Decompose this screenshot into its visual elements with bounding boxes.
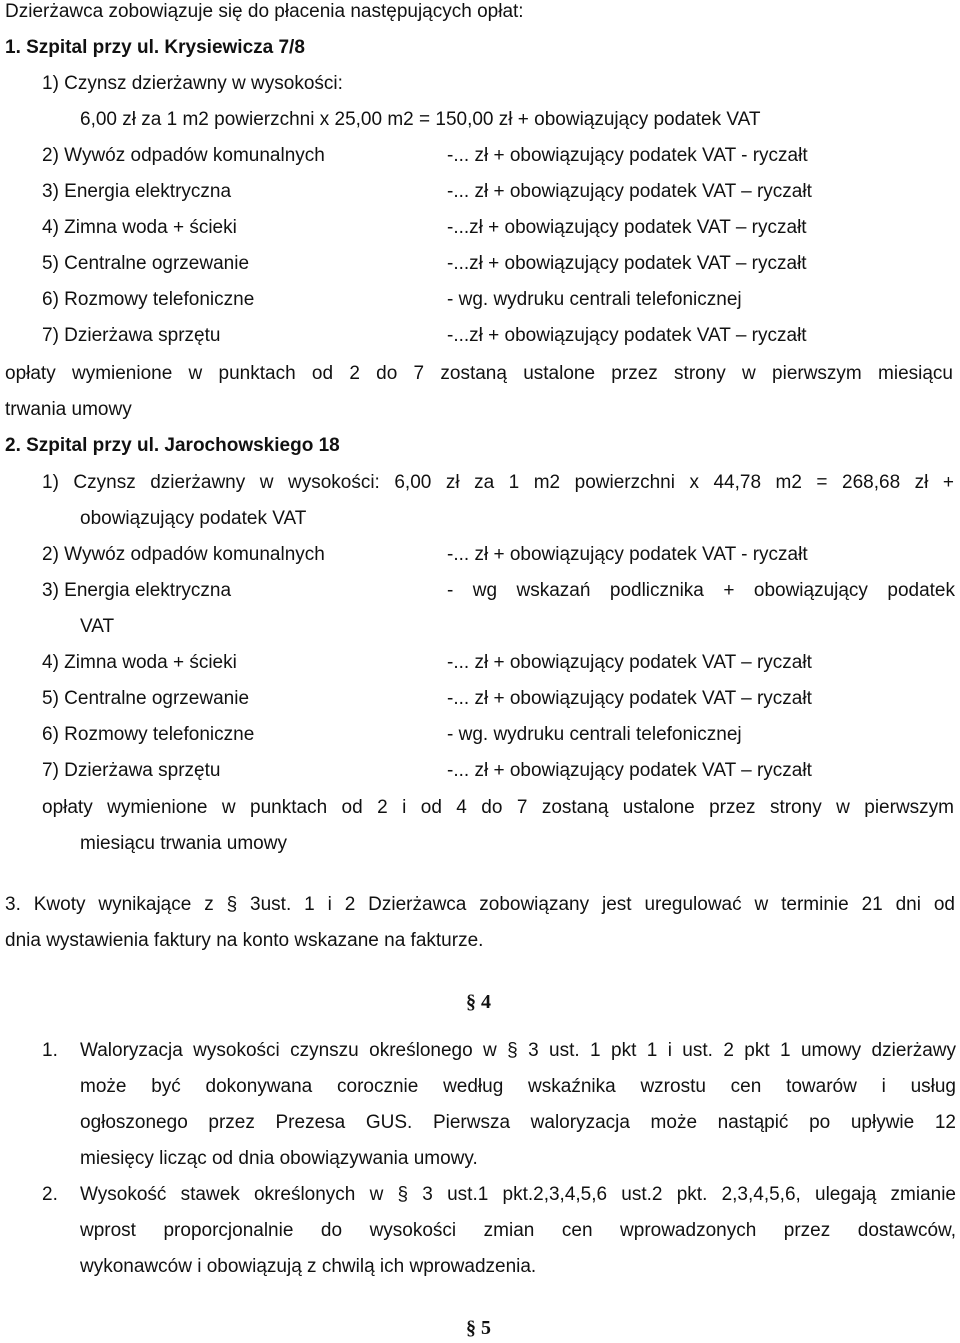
- s1-note-cont: trwania umowy: [5, 399, 132, 420]
- p4-item-2-line: Wysokość stawek określonych w § 3 ust.1 pkt.2,3,4,5,6 ust.2 pkt. 2,3,4,5,6, ulegają zmianie: [80, 1184, 956, 1205]
- s1-item-label: 3) Energia elektryczna: [42, 181, 232, 202]
- s2-item-label: 7) Dzierżawa sprzętu: [42, 760, 221, 781]
- p4-item-2-line: wykonawców i obowiązują z chwilą ich wprowadzenia.: [80, 1256, 537, 1277]
- s1-item-value: -... zł + obowiązujący podatek VAT - ryczałt: [447, 145, 808, 166]
- section-3-text: 3. Kwoty wynikające z § 3ust. 1 i 2 Dzierżawca zobowiązany jest uregulować w terminie 21 dni od: [5, 894, 955, 915]
- s2-item-label: 3) Energia elektryczna: [42, 580, 232, 601]
- s2-item-value-cont: VAT: [80, 616, 115, 637]
- section-3-text-cont: dnia wystawienia faktury na konto wskazane na fakturze.: [5, 930, 484, 951]
- p4-item-1-line: Waloryzacja wysokości czynszu określonego w § 3 ust. 1 pkt 1 i ust. 2 pkt 1 umowy dzierżawy: [80, 1040, 956, 1061]
- p4-item-2-number: 2.: [42, 1184, 58, 1205]
- intro-text: Dzierżawca zobowiązuje się do płacenia następujących opłat:: [5, 1, 524, 22]
- s2-item-value: -... zł + obowiązujący podatek VAT - ryczałt: [447, 544, 808, 565]
- s1-item-label: 4) Zimna woda + ścieki: [42, 217, 237, 238]
- s1-item-label: 5) Centralne ogrzewanie: [42, 253, 250, 274]
- p4-item-2-line: wprost proporcjonalnie do wysokości zmian cen wprowadzonych przez dostawców,: [80, 1220, 956, 1241]
- s2-item-label: 6) Rozmowy telefoniczne: [42, 724, 255, 745]
- s2-item-value: -... zł + obowiązujący podatek VAT – ryczałt: [447, 688, 812, 709]
- s1-item-value: -... zł + obowiązujący podatek VAT – ryczałt: [447, 181, 812, 202]
- s2-item-1: 1) Czynsz dzierżawny w wysokości: 6,00 zł za 1 m2 powierzchni x 44,78 m2 = 268,68 zł +: [42, 472, 954, 493]
- s2-item-label: 4) Zimna woda + ścieki: [42, 652, 237, 673]
- s2-item-value: -... zł + obowiązujący podatek VAT – ryczałt: [447, 760, 812, 781]
- s1-item-value: -...zł + obowiązujący podatek VAT – ryczałt: [447, 325, 807, 346]
- s2-item-label: 5) Centralne ogrzewanie: [42, 688, 250, 709]
- s2-item-value: -... zł + obowiązujący podatek VAT – ryczałt: [447, 652, 812, 673]
- s2-item-1-cont: obowiązujący podatek VAT: [80, 508, 307, 529]
- p4-item-1-line: może być dokonywana corocznie według wskaźnika wzrostu cen towarów i usług: [80, 1076, 956, 1097]
- p4-item-1-number: 1.: [42, 1040, 58, 1061]
- s1-item-label: 7) Dzierżawa sprzętu: [42, 325, 221, 346]
- s2-item-label: 2) Wywóz odpadów komunalnych: [42, 544, 325, 565]
- s1-item-1-detail: 6,00 zł za 1 m2 powierzchni x 25,00 m2 = 150,00 zł + obowiązujący podatek VAT: [80, 109, 761, 130]
- s2-item-value: - wg wskazań podlicznika + obowiązujący podatek: [447, 580, 955, 601]
- p4-item-1-line: miesięcy licząc od dnia obowiązywania umowy.: [80, 1148, 478, 1169]
- paragraph-5-heading: § 5: [466, 1317, 491, 1339]
- section-2-title: 2. Szpital przy ul. Jarochowskiego 18: [5, 435, 340, 456]
- s1-item-label: 6) Rozmowy telefoniczne: [42, 289, 255, 310]
- s2-note-cont: miesiącu trwania umowy: [80, 833, 287, 854]
- s2-item-value: - wg. wydruku centrali telefonicznej: [447, 724, 742, 745]
- s1-item-value: - wg. wydruku centrali telefonicznej: [447, 289, 742, 310]
- s1-note: opłaty wymienione w punktach od 2 do 7 zostaną ustalone przez strony w pierwszym miesiącu: [5, 363, 953, 384]
- s2-note: opłaty wymienione w punktach od 2 i od 4 do 7 zostaną ustalone przez strony w pierwszym: [42, 797, 954, 818]
- s1-item-value: -...zł + obowiązujący podatek VAT – ryczałt: [447, 253, 807, 274]
- s1-item-1: 1) Czynsz dzierżawny w wysokości:: [42, 73, 343, 94]
- p4-item-1-line: ogłoszonego przez Prezesa GUS. Pierwsza waloryzacja może nastąpić po upływie 12: [80, 1112, 956, 1133]
- paragraph-4-heading: § 4: [466, 991, 491, 1013]
- s1-item-label: 2) Wywóz odpadów komunalnych: [42, 145, 325, 166]
- s1-item-value: -...zł + obowiązujący podatek VAT – ryczałt: [447, 217, 807, 238]
- section-1-title: 1. Szpital przy ul. Krysiewicza 7/8: [5, 37, 305, 58]
